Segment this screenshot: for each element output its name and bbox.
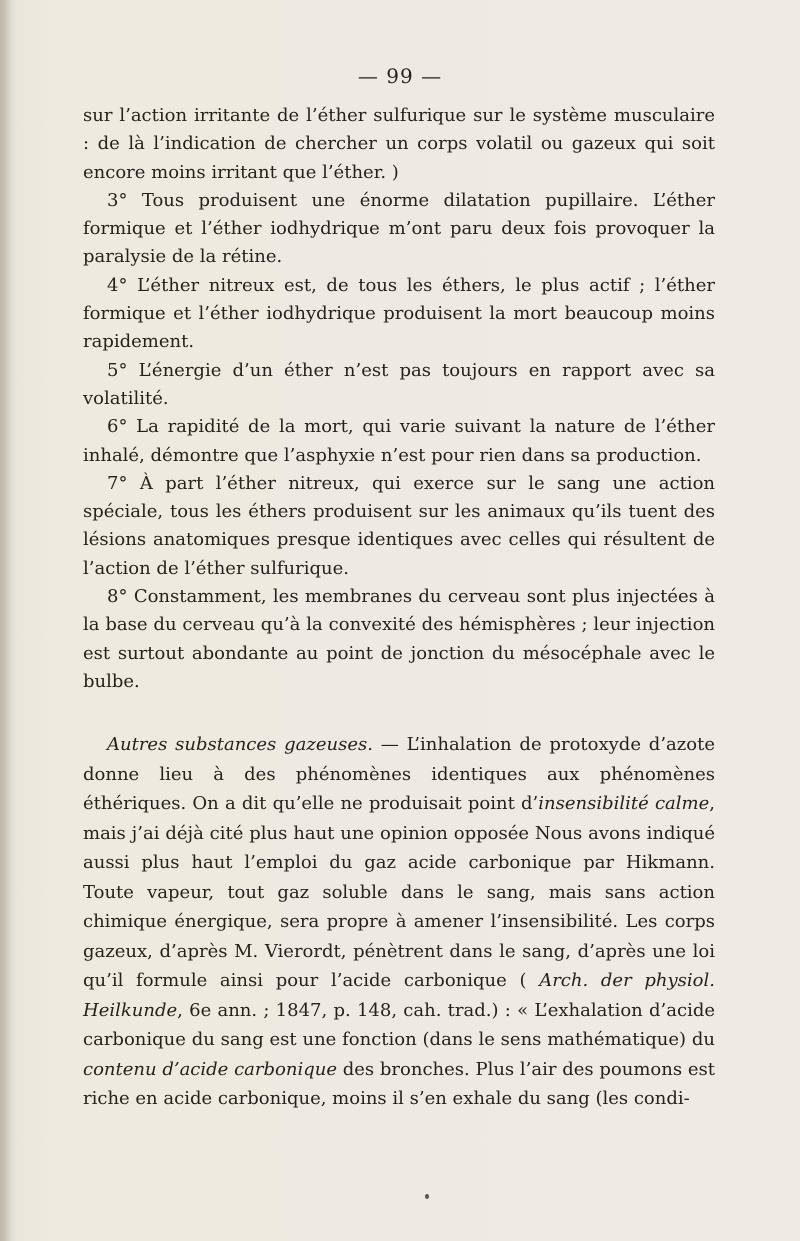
section-text-1: L’inhalation de protoxyde d’azote donne lieu à des phénomènes identiques aux phénomènes éthériques. On a dit qu’elle ne produisait point d’	[83, 734, 715, 815]
page-number: — 99 —	[357, 64, 443, 88]
conclusion-5: 5° L’énergie d’un éther n’est pas toujours en rapport avec sa volatilité.	[83, 359, 715, 409]
section-text-4: des bronches. Plus l’air des poumons est riche en acide carbonique, moins il s’en exhale du sang (les condi-	[83, 1058, 715, 1110]
section-text-3: , 6e ann. ; 1847, p. 148, cah. trad.) : « L’exhalation d’acide carbonique du sang est une fonction (dans le sens mathématique) du	[83, 999, 715, 1051]
section-emphasis-2: Arch. der physiol. Heilkunde	[83, 970, 715, 1021]
conclusion-3: 3° Tous produisent une énorme dilatation pupillaire. L’éther formique et l’éther iodhydrique m’ont paru deux fois provoquer la paralysie de la rétine.	[83, 189, 715, 268]
conclusion-7: 7° À part l’éther nitreux, qui exerce sur le sang une action spéciale, tous les éthers produisent sur les animaux qu’ils tuent des lésions anatomiques presque identiques avec celles qui résultent de l’action de l’éther sulfurique.	[83, 472, 715, 579]
section-text-2: , mais j’ai déjà cité plus haut une opinion opposée Nous avons indiqué aussi plus haut l’emploi du gaz acide carbonique par Hikmann. Toute vapeur, tout gaz soluble dans le sang, mais sans action chimique énergique, sera propre à amener l’insensibilité. Les corps gazeux, d’après M. Vierordt, pénètrent dans le sang, d’après une loi qu’il formule ainsi pour l’acide carbonique (	[83, 793, 715, 992]
section-emphasis-3: contenu d’acide carbonique	[83, 1058, 337, 1080]
section-dash: —	[372, 734, 407, 756]
continued-paragraph: sur l’action irritante de l’éther sulfurique sur le système musculaire : de là l’indication de chercher un corps volatil ou gazeux qui soit encore moins irritant que l’éther. )	[83, 105, 715, 183]
section-title: Autres substances gazeuses.	[107, 734, 373, 756]
conclusion-4: 4° L’éther nitreux est, de tous les éthers, le plus actif ; l’éther formique et l’éther iodhydrique produisent la mort beaucoup moins rapidement.	[83, 274, 715, 353]
ink-spot	[425, 1194, 429, 1199]
conclusion-8: 8° Constamment, les membranes du cerveau sont plus injectées à la base du cerveau qu’à la convexité des hémisphères ; leur injection est surtout abondante au point de jonction du mésocéphale avec le bulbe.	[83, 586, 715, 692]
book-gutter-shadow	[0, 0, 12, 1241]
conclusion-6: 6° La rapidité de la mort, qui varie suivant la nature de l’éther inhalé, démontre que l’asphyxie n’est pour rien dans sa production.	[83, 416, 715, 466]
section-emphasis-1: insensibilité calme	[538, 793, 710, 815]
gaseous-substances-section	[83, 730, 715, 1114]
section-gap	[83, 696, 715, 730]
page-text	[83, 102, 715, 1114]
